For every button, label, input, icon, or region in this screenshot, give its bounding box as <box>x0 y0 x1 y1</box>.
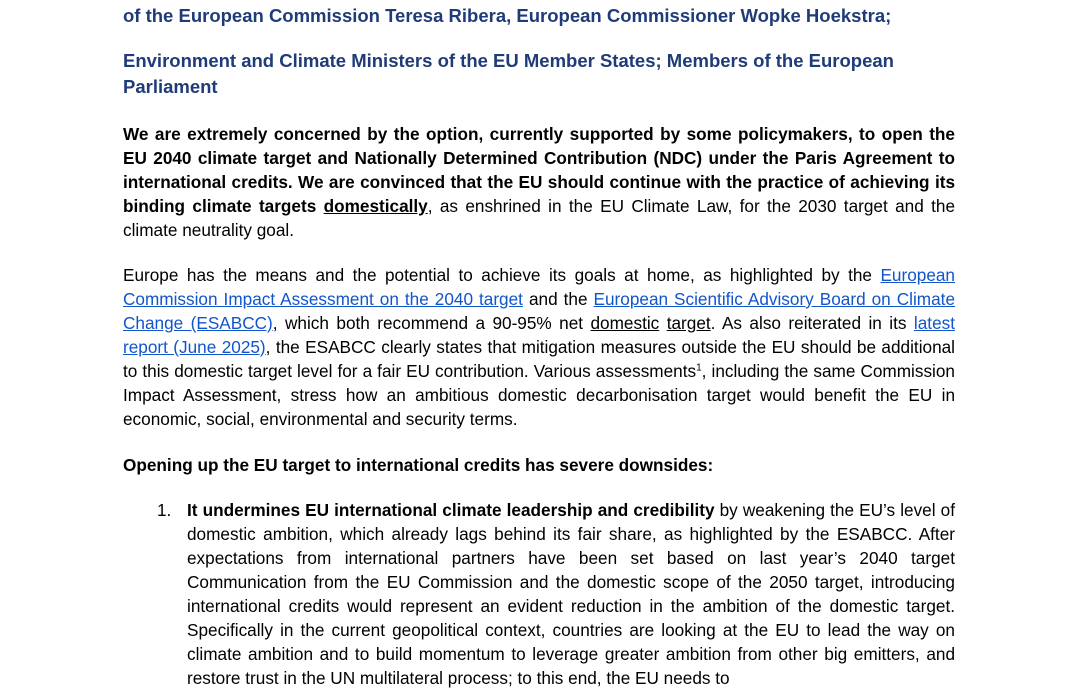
addressees-line-top: of the European Commission Teresa Ribera, European Commissioner Wopke Hoekstra; <box>123 5 892 26</box>
means-text-1: Europe has the means and the potential to achieve its goals at home, as highlighted by the <box>123 265 881 285</box>
addressees-line-env: Environment and Climate Ministers of the EU Member States; Members of the European Parliament <box>123 50 894 97</box>
means-text-2: and the <box>522 289 594 309</box>
target-underlined: target <box>666 313 711 333</box>
link-commission-impact-assessment[interactable]: European Commission Impact Assessment on the 2040 target <box>123 265 955 309</box>
list-item-bold: It undermines EU international climate leadership and credibility <box>187 500 715 520</box>
list-item-text <box>187 498 955 690</box>
means-text-4 <box>659 313 666 333</box>
means-text-6: , the ESABCC clearly states that mitigation measures outside the EU should be additional to this domestic target level for a fair EU contribution. Various assessments <box>123 337 956 381</box>
concern-rest-text: , as enshrined in the EU Climate Law, for the 2030 target and the climate neutrality goal. <box>123 196 955 240</box>
domestically-emphasis: domestically <box>323 196 428 216</box>
means-text-7: , including the same Commission Impact Assessment, stress how an ambitious domestic decarbonisation target would benefit the EU in economic, social, environmental and security terms. <box>123 361 955 429</box>
link-latest-report[interactable]: latest report (June 2025) <box>123 313 956 357</box>
list-item-body: by weakening the EU’s level of domestic ambition, which already lags behind its fair share, as highlighted by the ESABCC. After expectations from international partners have been set based on last year’s 2040 target Communication from the EU Commission and the domestic scope of the 2050 target, introducing international credits would represent an evident reduction in the ambition of the domestic target. Specifically in the current geopolitical context, countries are looking at the EU to lead the way on climate ambition and to build momentum to leverage greater ambition from other big emitters, and restore trust in the UN multilateral process; to this end, the EU needs to <box>187 500 955 688</box>
means-paragraph <box>123 263 955 431</box>
means-text-3: , which both recommend a 90-95% net <box>272 313 591 333</box>
footnote-marker[interactable]: 1 <box>696 362 702 374</box>
list-item-number: 1. <box>157 500 172 520</box>
downsides-heading: Opening up the EU target to international credits has severe downsides: <box>123 455 714 475</box>
link-esabcc[interactable]: European Scientific Advisory Board on Climate Change (ESABCC) <box>123 289 955 333</box>
concern-bold-text: We are extremely concerned by the option, currently supported by some policymakers, to open the EU 2040 climate target and Nationally Determined Contribution (NDC) under the Paris Agreement to international credits. We are convinced that the EU should continue with the practice of achieving its binding climate targets <box>123 124 955 216</box>
domestic-underlined: domestic <box>590 313 660 333</box>
concern-paragraph <box>123 122 955 242</box>
means-text-5: . As also reiterated in its <box>710 313 914 333</box>
